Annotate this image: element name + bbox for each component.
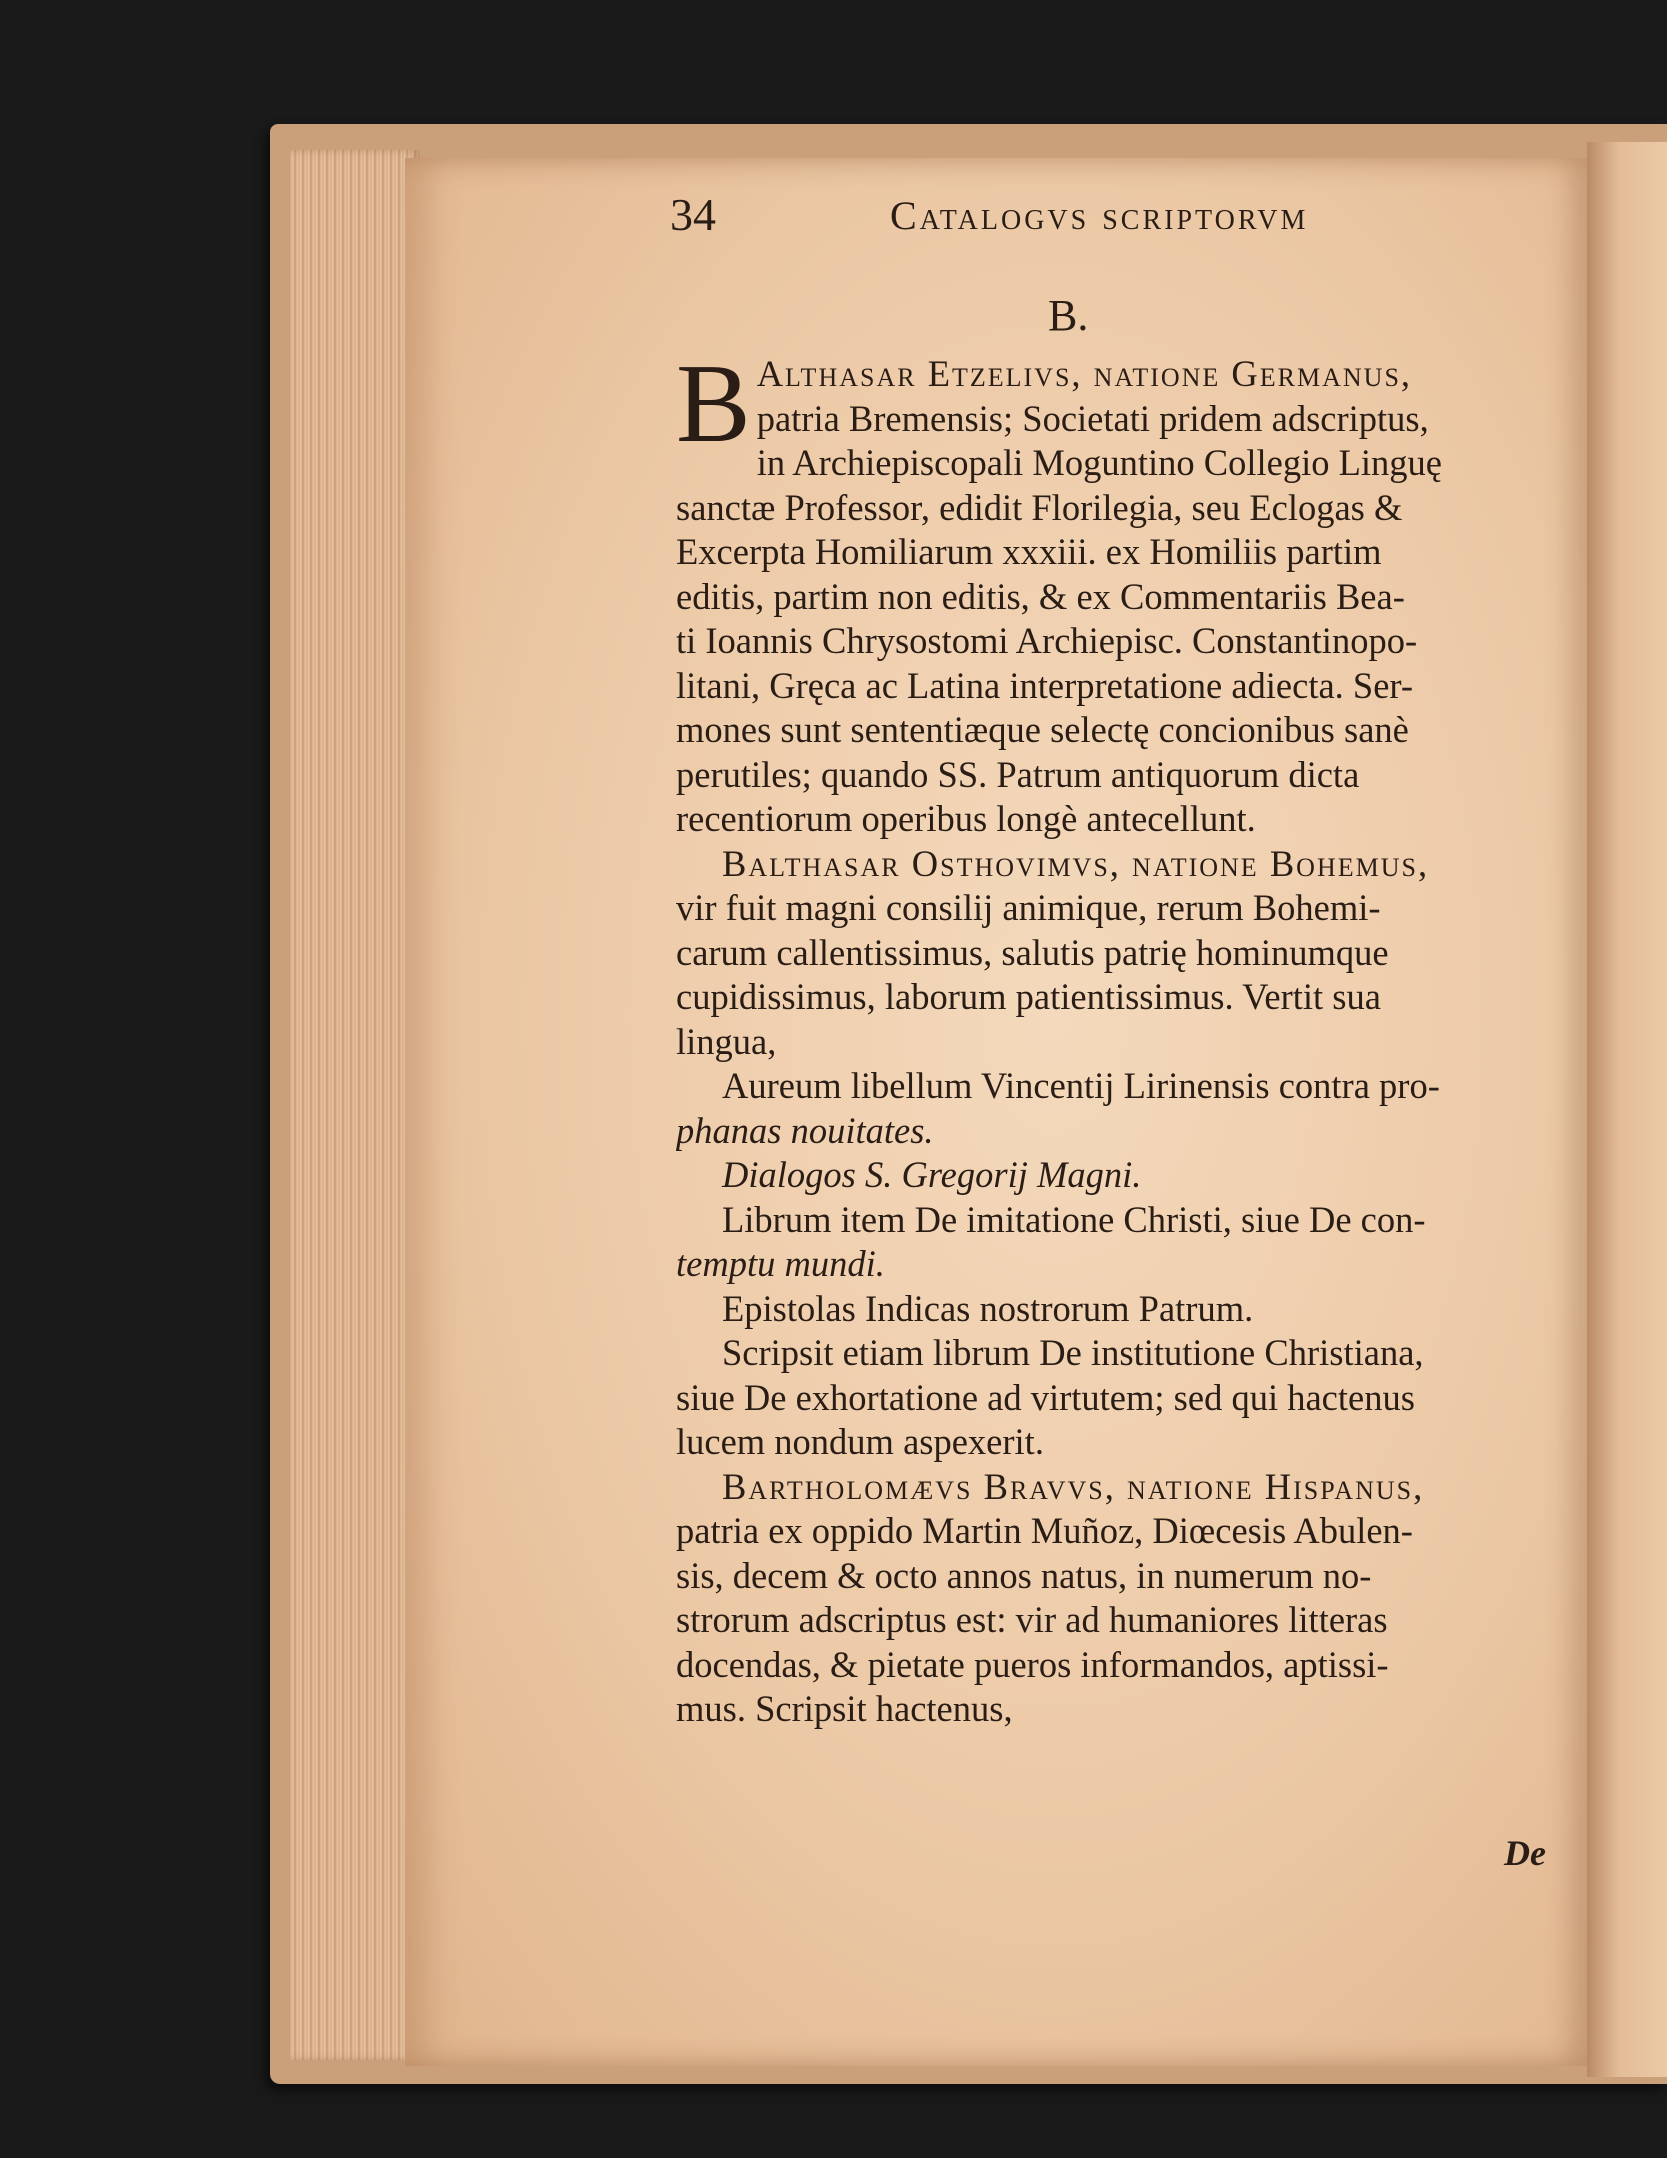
text-line: Dialogos S. Gregorij Magni. — [722, 1154, 1142, 1195]
text-line: mones sunt sententiæque selectę concionibus sanè — [676, 709, 1409, 750]
running-title: Catalogvs scriptorvm — [890, 193, 1309, 238]
text-line: Librum item De imitatione Christi, siue De con- — [722, 1198, 1426, 1240]
text-line: siue De exhortatione ad virtutem; sed qui hactenus — [676, 1376, 1415, 1418]
catalog-entries — [676, 342, 1556, 1732]
text-line: litani, Gręca ac Latina interpretatione adiecta. Ser- — [676, 664, 1413, 706]
text-line: docendas, & pietate pueros informandos, aptissi- — [676, 1643, 1389, 1685]
page-number: 34 — [670, 189, 716, 240]
text-line: strorum adscriptus est: vir ad humaniores litteras — [676, 1599, 1388, 1640]
text-line: patria ex oppido Martin Muñoz, Diœcesis Abulen- — [676, 1510, 1413, 1551]
text-line: Excerpta Homiliarum xxxiii. ex Homiliis partim — [676, 531, 1382, 572]
text-line: Aureum libellum Vincentij Lirinensis contra pro- — [722, 1065, 1440, 1106]
text-line: patria Bremensis; Societati pridem adscriptus, — [756, 397, 1429, 439]
page-block-edge — [290, 150, 420, 2060]
text-line: cupidissimus, laborum patientissimus. Vertit sua — [676, 976, 1381, 1017]
text-line: Bartholomævs Bravvs, natione Hispanus, — [722, 1465, 1425, 1507]
text-line: recentiorum operibus longè antecellunt. — [676, 798, 1256, 839]
text-line: perutiles; quando SS. Patrum antiquorum dicta — [676, 753, 1360, 795]
text-line: ti Ioannis Chrysostomi Archiepisc. Constantinopo- — [676, 620, 1418, 661]
text-line: Epistolas Indicas nostrorum Patrum. — [722, 1287, 1254, 1329]
drop-cap: B — [676, 342, 751, 466]
catchword: De — [1504, 1833, 1546, 1873]
facing-page-edge — [1587, 142, 1667, 2077]
text-line: lingua, — [676, 1020, 777, 1062]
text-line: Althasar Etzelivs, natione Germanus, — [756, 353, 1413, 394]
text-line: mus. Scripsit hactenus, — [676, 1688, 1013, 1729]
text-line: editis, partim non editis, & ex Commentariis Bea- — [676, 575, 1405, 617]
text-line: in Archiepiscopali Moguntino Collegio Linguę — [756, 442, 1443, 483]
text-line: temptu mundi. — [676, 1243, 885, 1284]
text-line: lucem nondum aspexerit. — [676, 1421, 1044, 1462]
text-line: Balthasar Osthovimvs, natione Bohemus, — [722, 842, 1430, 884]
text-line: vir fuit magni consilij animique, rerum Bohemi- — [676, 887, 1381, 928]
page-header — [670, 188, 1550, 248]
text-line: phanas nouitates. — [676, 1109, 934, 1151]
text-line: sis, decem & octo annos natus, in numerum no- — [676, 1554, 1372, 1596]
text-line: carum callentissimus, salutis patrię hominumque — [676, 931, 1389, 973]
text-line: sanctæ Professor, edidit Florilegia, seu Eclogas & — [676, 486, 1403, 528]
section-letter: B. — [1048, 291, 1089, 340]
text-line: Scripsit etiam librum De institutione Christiana, — [722, 1332, 1424, 1373]
